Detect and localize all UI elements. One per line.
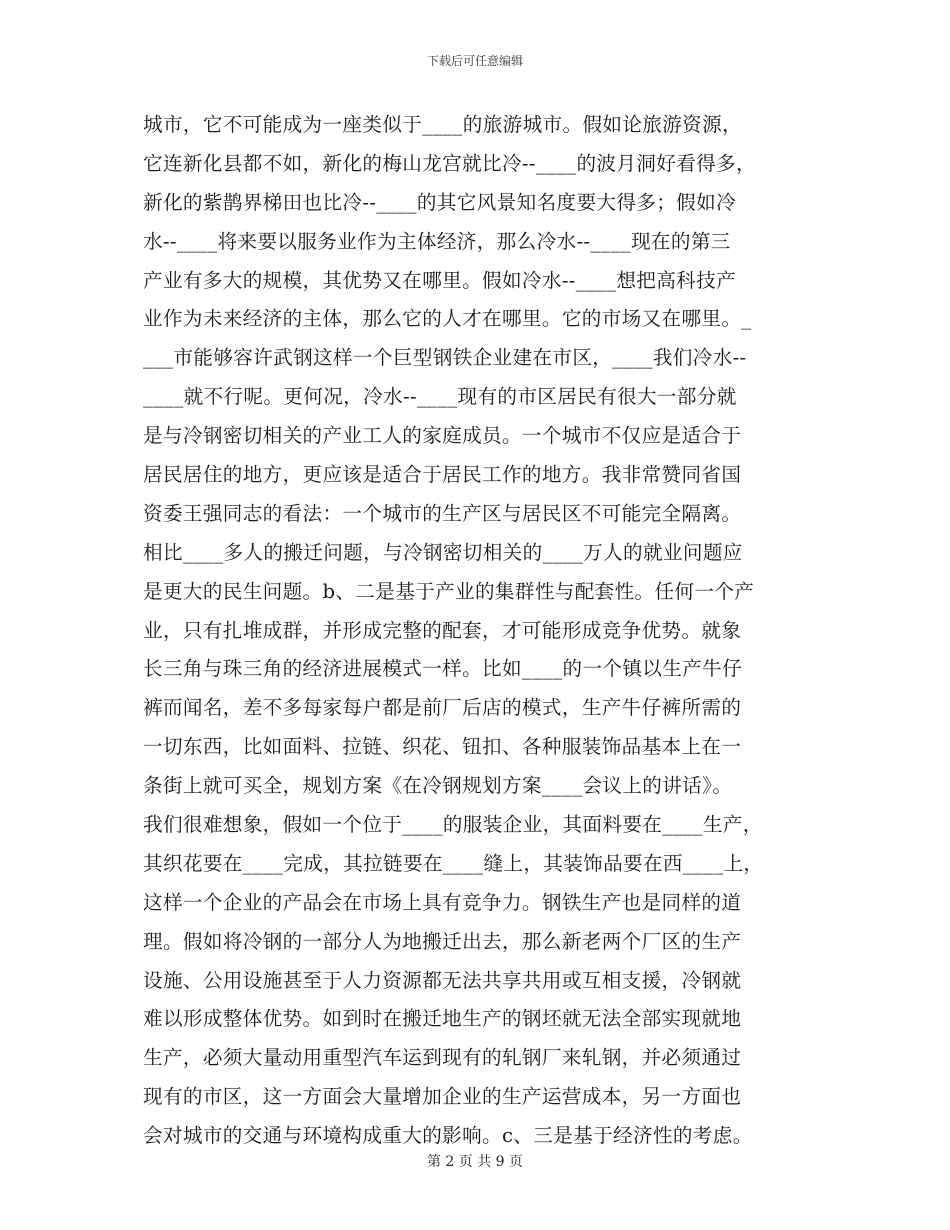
text-line: 资委王强同志的看法：一个城市的生产区与居民区不可能完全隔离。 <box>143 501 742 525</box>
text-line: 它连新化县都不如，新化的梅山龙宫就比冷--____的波月洞好看得多， <box>143 151 756 175</box>
text-line: 会对城市的交通与环境构成重大的影响。c、三是基于经济性的考虑。 <box>143 1124 753 1148</box>
text-line: ___市能够容许武钢这样一个巨型钢铁企业建在市区，____我们冷水-- <box>143 346 747 370</box>
text-line: 相比____多人的搬迁问题，与冷钢密切相关的____万人的就业问题应 <box>143 540 743 564</box>
text-line: 难以形成整体优势。如到时在搬迁地生产的钢坯就无法全部实现就地 <box>143 1007 742 1031</box>
page-header: 下载后可任意编辑 <box>426 54 523 68</box>
text-line: 其织花要在____完成，其拉链要在____缝上，其装饰品要在西____上， <box>143 851 764 875</box>
text-line: 我们很难想象，假如一个位于____的服装企业，其面料要在____生产， <box>143 813 763 837</box>
text-line: 一切东西，比如面料、拉链、织花、钮扣、各种服装饰品基本上在一 <box>143 735 742 759</box>
text-line: 裤而闻名，差不多每家每户都是前厂后店的模式，生产牛仔裤所需的 <box>143 696 742 720</box>
text-line: 产业有多大的规模，其优势又在哪里。假如冷水--____想把高科技产 <box>143 268 737 292</box>
text-line: 理。假如将冷钢的一部分人为地搬迁出去，那么新老两个厂区的生产 <box>143 929 742 953</box>
text-line: 设施、公用设施甚至于人力资源都无法共享共用或互相支援，冷钢就 <box>143 968 742 992</box>
text-line: 新化的紫鹊界梯田也比冷--____的其它风景知名度要大得多；假如冷 <box>143 190 737 214</box>
text-line: 业作为未来经济的主体，那么它的人才在哪里。它的市场又在哪里。_ <box>143 307 752 331</box>
text-line: 水--____将来要以服务业作为主体经济，那么冷水--____现在的第三 <box>143 229 731 253</box>
text-line: 这样一个企业的产品会在市场上具有竞争力。钢铁生产也是同样的道 <box>143 890 742 914</box>
text-line: 城市，它不可能成为一座类似于____的旅游城市。假如论旅游资源， <box>143 113 743 136</box>
text-line: 现有的市区，这一方面会大量增加企业的生产运营成本，另一方面也 <box>143 1085 742 1109</box>
text-line: 居民居住的地方，更应该是适合于居民工作的地方。我非常赞同省国 <box>143 463 742 487</box>
text-line: 业，只有扎堆成群，并形成完整的配套，才可能形成竞争优势。就象 <box>143 618 742 642</box>
text-line: 生产，必须大量动用重型汽车运到现有的轧钢厂来轧钢，并必须通过 <box>143 1046 742 1070</box>
document-body <box>143 106 813 1156</box>
text-line: 长三角与珠三角的经济进展模式一样。比如____的一个镇以生产牛仔 <box>143 657 743 681</box>
text-line: 是更大的民生问题。b、二是基于产业的集群性与配套性。任何一个产 <box>143 579 755 603</box>
page-number: 第 2 页 共 9 页 <box>426 1154 524 1170</box>
text-line: ____就不行呢。更何况，冷水--____现有的市区居民有很大一部分就 <box>143 385 737 409</box>
text-line: 条街上就可买全，规划方案《在冷钢规划方案____会议上的讲话》。 <box>143 774 733 798</box>
text-line: 是与冷钢密切相关的产业工人的家庭成员。一个城市不仅应是适合于 <box>143 424 742 448</box>
